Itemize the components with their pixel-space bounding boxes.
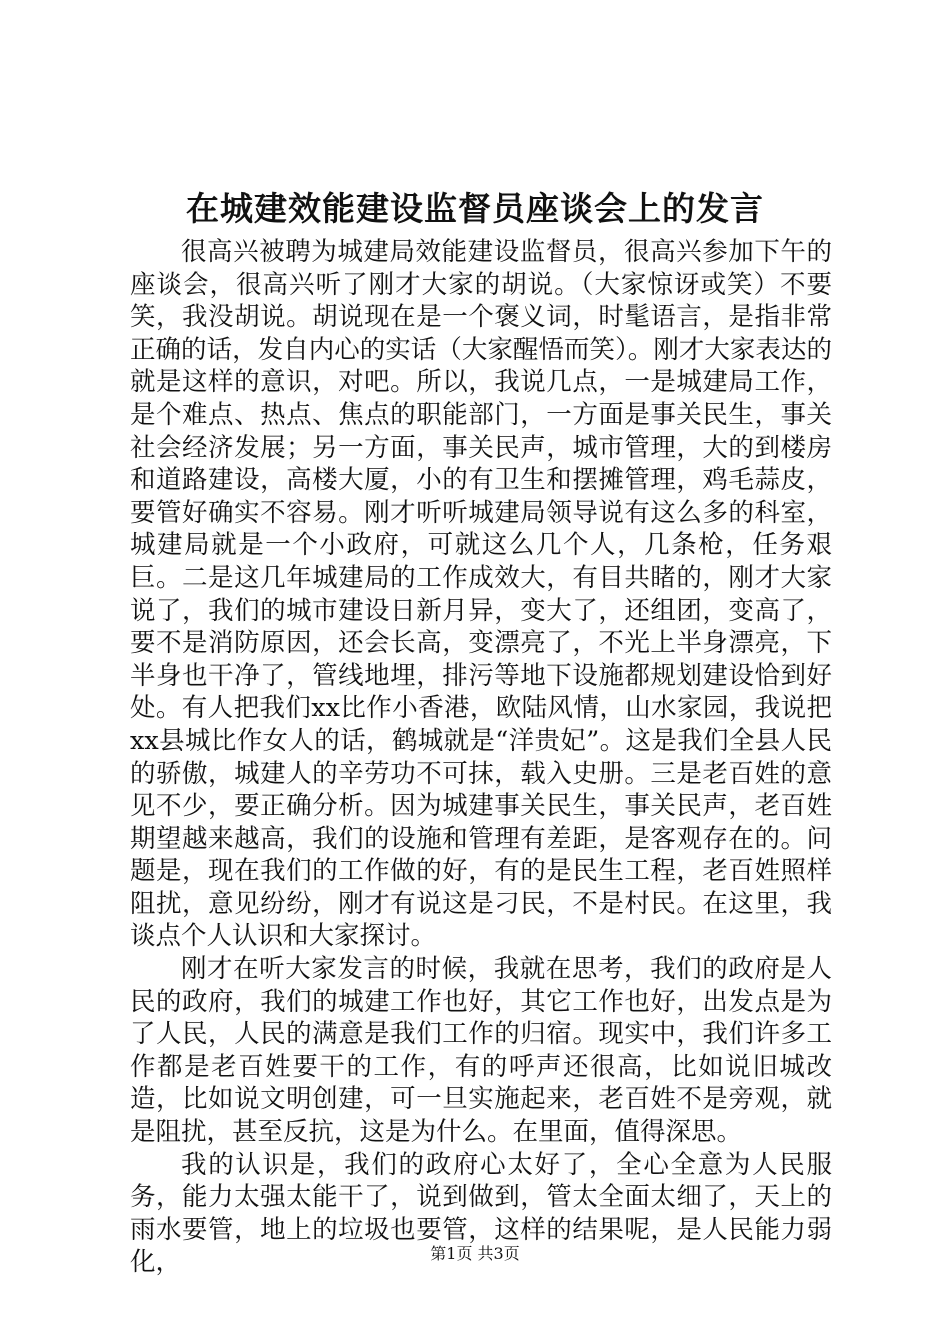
page-footer: 第1页 共3页: [430, 1244, 520, 1263]
paragraph-2: 刚才在听大家发言的时候，我就在思考，我们的政府是人民的政府，我们的城建工作也好，其它工作也好，出发点是为了人民，人民的满意是我们工作的归宿。现实中，我们许多工作都是老百姓要干的工作，有的呼声还很高，比如说旧城改造，比如说文明创建，可一旦实施起来，老百姓不是旁观，就是阻扰，甚至反抗，这是为什么。在里面，值得深思。: [130, 954, 832, 1148]
paragraph-1: 很高兴被聘为城建局效能建设监督员，很高兴参加下午的座谈会，很高兴听了刚才大家的胡说。（大家惊讶或笑）不要笑，我没胡说。胡说现在是一个褒义词，时髦语言，是指非常正确的话，发自内心的实话（大家醒悟而笑）。刚才大家表达的就是这样的意识，对吧。所以，我说几点，一是城建局工作，是个难点、热点、焦点的职能部门，一方面是事关民生，事关社会经济发展；另一方面，事关民声，城市管理，大的到楼房和道路建设，高楼大厦，小的有卫生和摆摊管理，鸡毛蒜皮，要管好确实不容易。刚才听听城建局领导说有这么多的科室，城建局就是一个小政府，可就这么几个人，几条枪，任务艰巨。二是这几年城建局的工作成效大，有目共睹的，刚才大家说了，我们的城市建设日新月异，变大了，还组团，变高了，要不是消防原因，还会长高，变漂亮了，不光上半身漂亮，下半身也干净了，管线地埋，排污等地下设施都规划建设恰到好处。有人把我们xx比作小香港，欧陆风情，山水家园，我说把xx县城比作女人的话，鹤城就是“洋贵妃”。这是我们全县人民的骄傲，城建人的辛劳功不可抹，载入史册。三是老百姓的意见不少，要正确分析。因为城建事关民生，事关民声，老百姓期望越来越高，我们的设施和管理有差距，是客观存在的。问题是，现在我们的工作做的好，有的是民生工程，老百姓照样阻扰，意见纷纷，刚才有说这是刁民，不是村民。在这里，我谈点个人认识和大家探讨。: [130, 237, 832, 952]
paragraph-3: 我的认识是，我们的政府心太好了，全心全意为人民服务，能力太强太能干了，说到做到，管太全面太细了，天上的雨水要管，地上的垃圾也要管，这样的结果呢，是人民能力弱化，: [130, 1149, 832, 1278]
document-title: 在城建效能建设监督员座谈会上的发言: [186, 189, 764, 228]
document-body: [130, 236, 832, 1279]
